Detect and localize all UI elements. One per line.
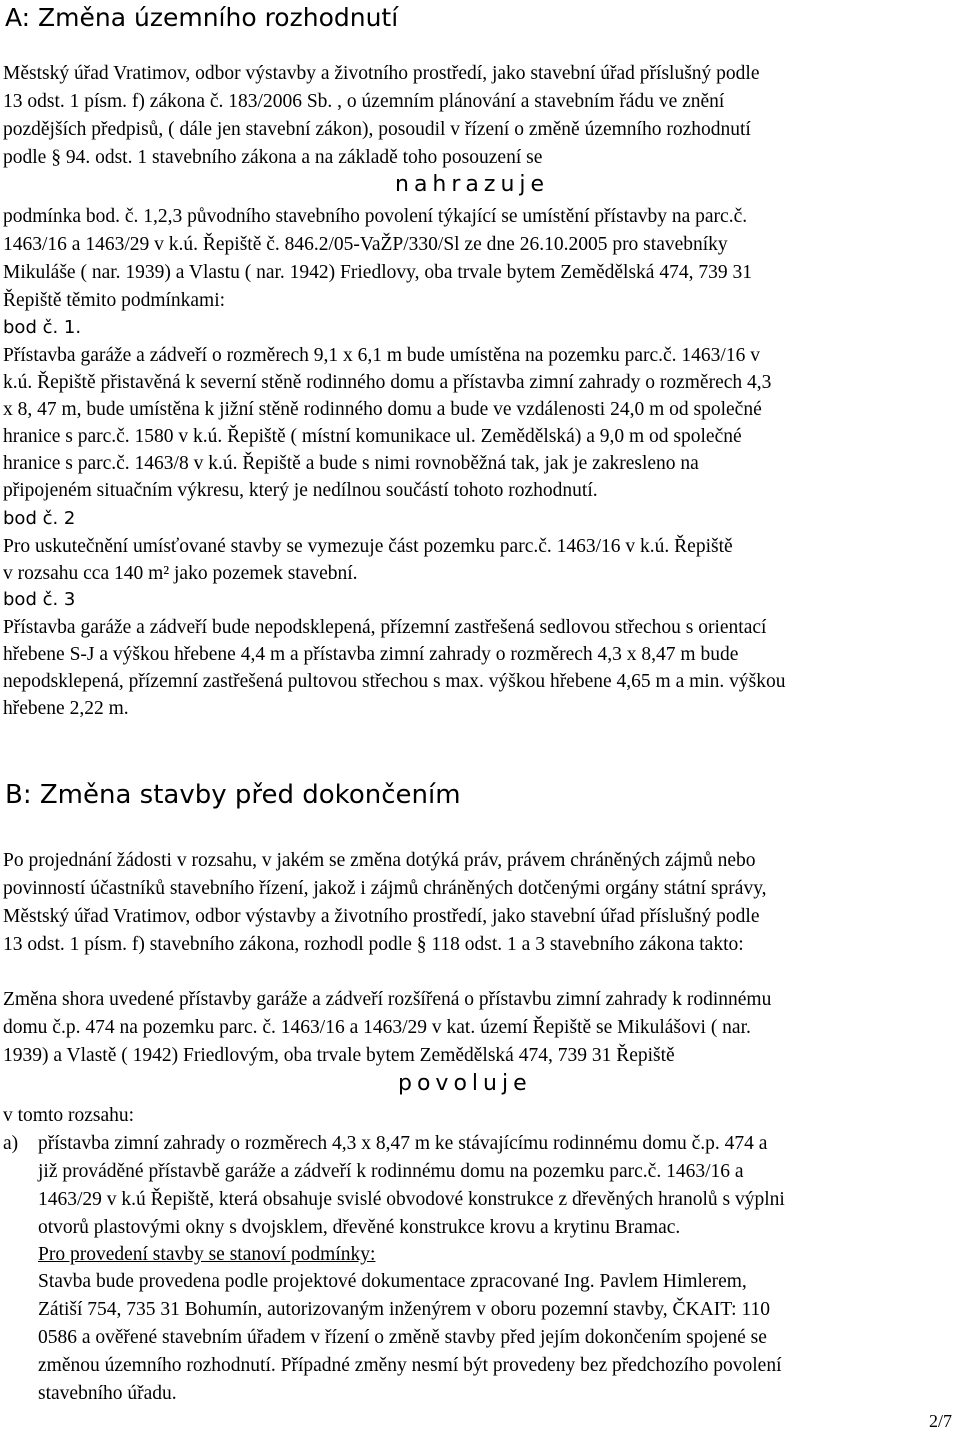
item-a-marker: a) — [3, 1133, 19, 1154]
bod-1-label: bod č. 1. — [3, 317, 82, 338]
text-line: 1939) a Vlastě ( 1942) Friedlovým, oba trvale bytem Zemědělská 474, 739 31 Řepiště — [3, 1045, 675, 1066]
text-line: 13 odst. 1 písm. f) zákona č. 183/2006 Sb. , o územním plánování a stavebním řádu ve znění — [3, 91, 725, 112]
text-line: Městský úřad Vratimov, odbor výstavby a životního prostředí, jako stavební úřad příslušný podle — [3, 63, 760, 84]
text-line: podmínka bod. č. 1,2,3 původního stavebního povolení týkající se umístění přístavby na parc.č. — [3, 206, 748, 227]
text-line: přístavba zimní zahrady o rozměrech 4,3 x 8,47 m ke stávajícímu rodinnému domu č.p. 474 a — [38, 1133, 768, 1154]
bod-3-label: bod č. 3 — [3, 589, 76, 610]
page-number: 2/7 — [928, 1411, 952, 1431]
conditions-heading: Pro provedení stavby se stanoví podmínky: — [38, 1244, 376, 1265]
text-line: Pro uskutečnění umísťované stavby se vymezuje část pozemku parc.č. 1463/16 v k.ú. Řepiště — [3, 536, 733, 557]
text-line: Řepiště těmito podmínkami: — [3, 290, 226, 311]
text-line: hranice s parc.č. 1580 v k.ú. Řepiště ( místní komunikace ul. Zemědělská) a 9,0 m od společné — [3, 426, 742, 447]
text-line: již prováděné přístavbě garáže a zádveří k rodinnému domu na pozemku parc.č. 1463/16 a — [38, 1161, 744, 1182]
text-line: Přístavba garáže a zádveří bude nepodsklepená, přízemní zastřešená sedlovou střechou s orientací — [3, 617, 767, 638]
text-line: hřebene 2,22 m. — [3, 698, 129, 719]
text-line: podle § 94. odst. 1 stavebního zákona a na základě toho posouzení se — [3, 147, 543, 168]
scope-label: v tomto rozsahu: — [3, 1105, 135, 1126]
bod-2-label: bod č. 2 — [3, 508, 76, 529]
text-line: 1463/29 v k.ú Řepiště, která obsahuje svislé obvodové konstrukce z dřevěných hranolů s výplni — [38, 1189, 785, 1210]
section-b-heading: B: Změna stavby před dokončením — [5, 780, 461, 810]
text-line: Zátiší 754, 735 31 Bohumín, autorizovaným inženýrem v oboru pozemní stavby, ČKAIT: 110 — [38, 1299, 770, 1320]
text-line: k.ú. Řepiště přistavěná k severní stěně rodinného domu a přístavba zimní zahrady o rozměrech 4,3 — [3, 372, 772, 393]
section-a-heading: A: Změna územního rozhodnutí — [5, 3, 399, 32]
text-line: změnou územního rozhodnutí. Případné změny nesmí být provedeny bez předchozího povolení — [38, 1355, 782, 1376]
text-line: Městský úřad Vratimov, odbor výstavby a životního prostředí, jako stavební úřad příslušný podle — [3, 906, 760, 927]
text-line: nepodsklepená, přízemní zastřešená pultovou střechou s max. výškou hřebene 4,65 m a min. výškou — [3, 671, 786, 692]
text-line: hřebene S-J a výškou hřebene 4,4 m a přístavba zimní zahrady o rozměrech 4,3 x 8,47 m bude — [3, 644, 739, 665]
text-line: pozdějších předpisů, ( dále jen stavební zákon), posoudil v řízení o změně územního rozhodnutí — [3, 119, 751, 140]
text-line: Přístavba garáže a zádveří o rozměrech 9,1 x 6,1 m bude umístěna na pozemku parc.č. 1463/16 v — [3, 345, 760, 366]
text-line: v rozsahu cca 140 m² jako pozemek stavební. — [3, 563, 358, 584]
decision-nahrazuje: nahrazuje — [395, 172, 550, 197]
text-line: 1463/16 a 1463/29 v k.ú. Řepiště č. 846.2/05-VaŽP/330/Sl ze dne 26.10.2005 pro stavebníky — [3, 234, 728, 255]
text-line: x 8, 47 m, bude umístěna k jižní stěně rodinného domu a bude ve vzdálenosti 24,0 m od společné — [3, 399, 762, 420]
text-line: Změna shora uvedené přístavby garáže a zádveří rozšířená o přístavbu zimní zahrady k rodinnému — [3, 989, 772, 1010]
text-line: Po projednání žádosti v rozsahu, v jakém se změna dotýká práv, právem chráněných zájmů nebo — [3, 850, 756, 871]
text-line: domu č.p. 474 na pozemku parc. č. 1463/16 a 1463/29 v kat. území Řepiště se Mikulášovi ( nar. — [3, 1017, 751, 1038]
text-line: Stavba bude provedena podle projektové dokumentace zpracované Ing. Pavlem Himlerem, — [38, 1271, 747, 1292]
text-line: 0586 a ověřené stavebním úřadem v řízení o změně stavby před jejím dokončením spojené se — [38, 1327, 767, 1348]
text-line: 13 odst. 1 písm. f) stavebního zákona, rozhodl podle § 118 odst. 1 a 3 stavebního zákona takto: — [3, 934, 744, 955]
text-line: připojeném situačním výkresu, který je nedílnou součástí tohoto rozhodnutí. — [3, 480, 598, 501]
text-line: povinností účastníků stavebního řízení, jakož i zájmů chráněných dotčenými orgány státní správy, — [3, 878, 767, 899]
decision-povoluje: povoluje — [398, 1071, 532, 1096]
text-line: otvorů plastovými okny s dvojsklem, dřevěné konstrukce krovu a krytinu Bramac. — [38, 1217, 681, 1238]
text-line: stavebního úřadu. — [38, 1383, 177, 1404]
text-line: hranice s parc.č. 1463/8 v k.ú. Řepiště a bude s nimi rovnoběžná tak, jak je zakresleno na — [3, 453, 699, 474]
text-line: Mikuláše ( nar. 1939) a Vlastu ( nar. 1942) Friedlovy, oba trvale bytem Zemědělská 474, 739 31 — [3, 262, 752, 283]
